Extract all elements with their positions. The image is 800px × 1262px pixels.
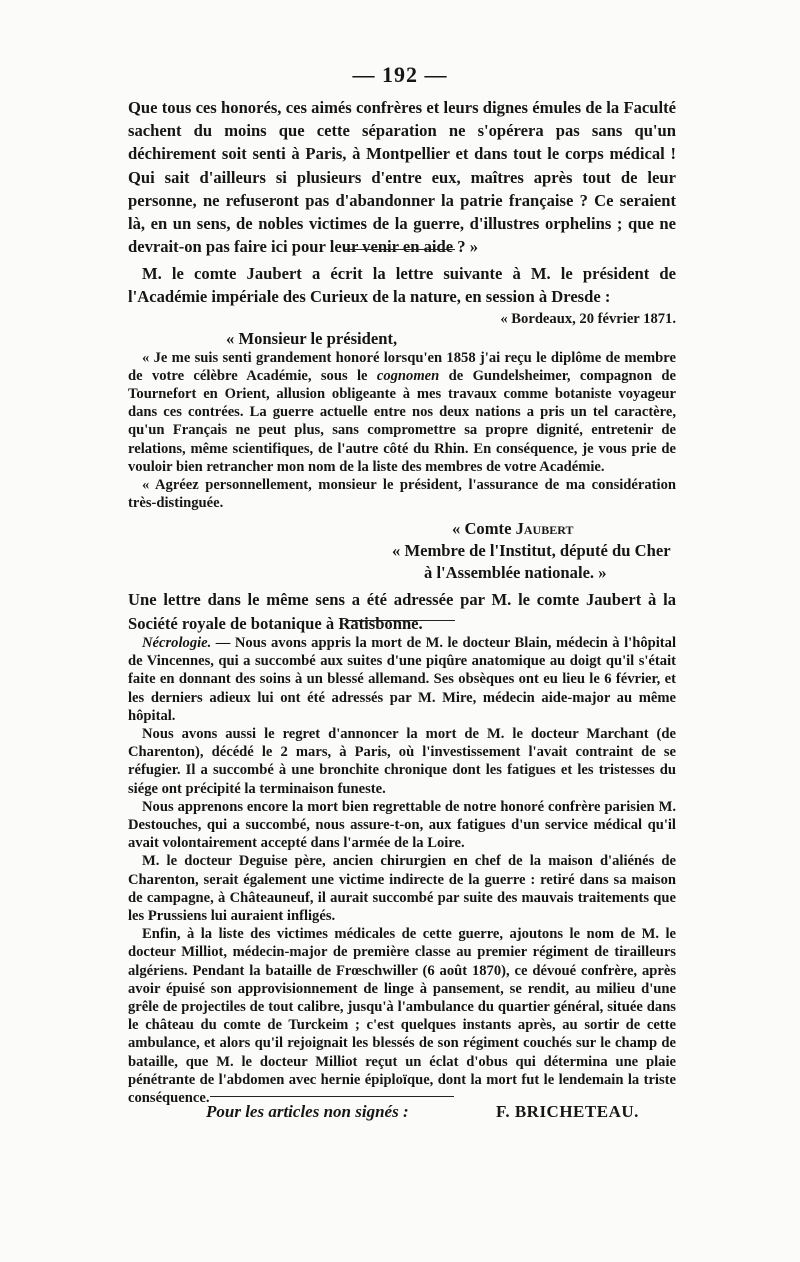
page-number: — 192 — — [352, 62, 448, 87]
letter-cognomen: cognomen — [376, 367, 440, 384]
necrologie-p3: Nous apprenons encore la mort bien regrettable de notre honoré confrère parisien M. Destouches, qui a succombé, nous assure-t-on, aux fatigues d'un service médical qu'il avait volontairement accepté dans l'armée de la Loire. — [128, 798, 676, 852]
jaubert-intro: M. le comte Jaubert a écrit la lettre suivante à M. le président de l'Académie impériale des Curieux de la nature, en session à Dresde : — [128, 264, 676, 307]
signature-title-2: à l'Assemblée nationale. » — [424, 563, 607, 583]
footer-rule — [210, 1096, 454, 1097]
section-divider — [345, 249, 455, 250]
signature-name: Jaubert — [515, 519, 574, 539]
ratisbonne-paragraph: Une lettre dans le même sens a été adressée par M. le comte Jaubert à la Société royale de botanique à Ratisbonne. — [128, 590, 676, 633]
letter-signature — [128, 518, 676, 540]
letter-salutation: « Monsieur le président, — [226, 328, 398, 348]
necrologie-p5: Enfin, à la liste des victimes médicales de cette guerre, ajoutons le nom de M. le docteur Milliot, médecin-major de première classe au premier régiment de tirailleurs algériens. Pendant la bataille de Frœschwiller (6 août 1870), ce dévoué confrère, après avoir épuisé son approvisionnement de linge à pansement, se rendit, au milieu d'une grêle de projectiles de tout calibre, jusqu'à l'ambulance du quartier général, située dans le château du comte de Turckeim ; c'est quelques instants après, au sortir de cette ambulance, et alors qu'il rejoignait les blessés de son régiment couchés sur le champ de bataille, que M. le docteur Milliot reçut un éclat d'obus qui détermina une plaie pénétrante de l'abdomen avec hernie épiploïque, dont la mort fut le lendemain la triste conséquence. — [128, 926, 676, 1107]
necrologie-p1 — [128, 634, 676, 725]
necrologie-section — [128, 634, 676, 1107]
necrologie-p2: Nous avons aussi le regret d'annoncer la mort de M. le docteur Marchant (de Charenton), décédé le 2 mars, à Paris, où l'investissement l'avait contraint de se réfugier. Il a succombé à une bronchite chronique dont les fatigues et les tristesses du siége ont précipité la terminaison funeste. — [128, 726, 676, 797]
letter-dateline: « Bordeaux, 20 février 1871. — [500, 311, 676, 328]
letter-closing: « Agréez personnellement, monsieur le président, l'assurance de ma considération très-distinguée. — [128, 477, 676, 512]
letter-body-start: « Je me suis senti grandement honoré lorsqu'en 1858 j'ai reçu le diplôme de membre de votre célèbre Académie, sous le — [128, 349, 676, 384]
signature-title-1: « Membre de l'Institut, député du Cher — [392, 541, 671, 561]
letter-body — [128, 349, 676, 476]
intro-paragraph: Que tous ces honorés, ces aimés confrères et leurs dignes émules de la Faculté sachent du moins que cette séparation ne s'opérera pas sans qu'un déchirement soit senti à Paris, à Montpellier et dans tout le corps médical ! Qui sait d'ailleurs si plusieurs d'entre eux, maîtres après tout de leur personne, ne refuseront pas d'abandonner la patrie française ? Ce seraient là, en un sens, de nobles victimes de la guerre, d'illustres orphelins ; que ne devrait-on pas faire ici pour leur venir en aide ? » — [128, 98, 676, 257]
footer-label: Pour les articles non signés : — [206, 1102, 409, 1121]
intro-block — [128, 96, 676, 258]
letter-body-end: de Gundelsheimer, compagnon de Tournefort en Orient, allusion obligeante à mes travaux comme botaniste voyageur dans ces contrées. La guerre actuelle entre nos deux nations a pris un tel caractère, qu'un Français ne peut plus, sans compromettre sa propre dignité, entretenir de relations, même scientifiques, de l'autre côté du Rhin. En conséquence, je vous prie de vouloir bien retrancher mon nom de la liste des membres de votre Académie. — [128, 367, 676, 475]
footer-author: F. BRICHETEAU. — [496, 1102, 639, 1121]
jaubert-section — [128, 262, 676, 635]
section-divider — [345, 620, 455, 621]
signature-prefix: « Comte — [452, 519, 516, 539]
necrologie-label: Nécrologie. — [142, 635, 212, 651]
necrologie-p4: M. le docteur Deguise père, ancien chirurgien en chef de la maison d'aliénés de Charenton, serait également une victime indirecte de la guerre : retiré dans sa maison de campagne, à Châteauneuf, il aurait succombé par suite des mauvais traitements que les Prussiens lui auraient infligés. — [128, 853, 676, 925]
necrologie-p1-text: — Nous avons appris la mort de M. le docteur Blain, médecin à l'hôpital de Vincennes, qui a succombé aux suites d'une piqûre anatomique au doigt qu'il s'était faite en donnant des soins à un blessé allemand. Ses obsèques ont eu lieu le 6 février, et les derniers adieux lui ont été adressés par M. Mire, médecin aide-major au même hôpital. — [128, 635, 676, 724]
